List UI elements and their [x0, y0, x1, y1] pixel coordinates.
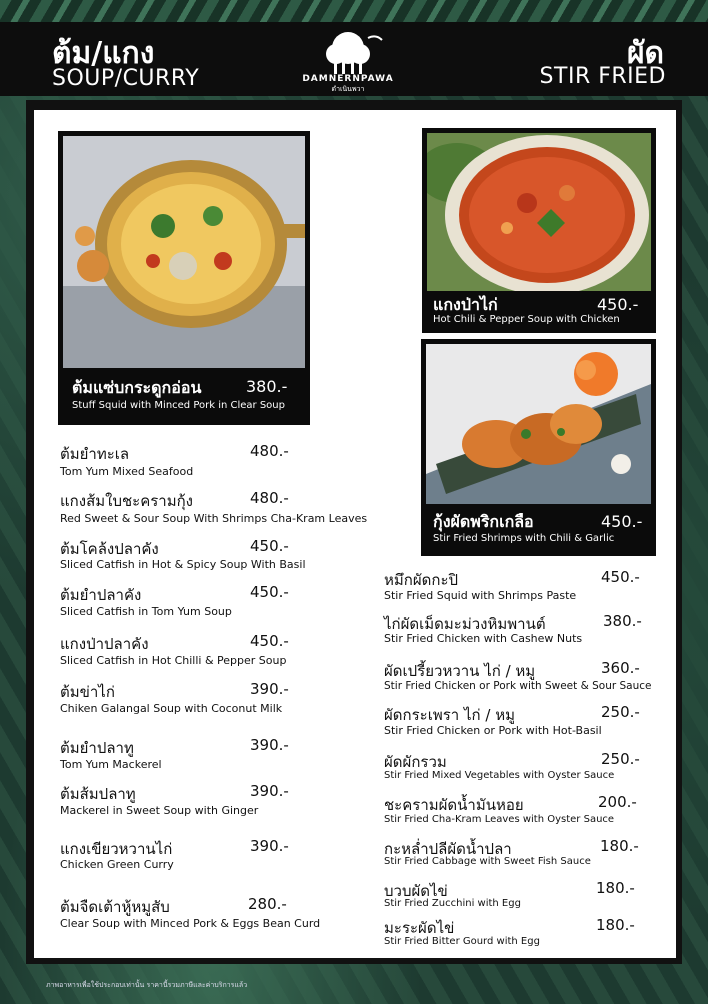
dish-name-th: ผัดกระเพรา ไก่ / หมู [384, 706, 515, 724]
dish-name-en: Chiken Galangal Soup with Coconut Milk [60, 702, 283, 715]
dish-price: 250.- [601, 703, 640, 721]
dish-price: 280.- [248, 895, 287, 913]
dish-price: 180.- [596, 879, 635, 897]
dish-name-th: แกงส้มใบชะครามกุ้ง [60, 492, 194, 510]
dish-name-en: Stir Fried Zucchini with Egg [384, 898, 521, 909]
featured-photo-shrimps [426, 344, 651, 504]
dish-price: 450.- [601, 568, 640, 586]
dish-name-en: Stir Fried Chicken or Pork with Sweet & Sour Sauce [384, 680, 652, 692]
brand-name: DAMNERNPAWA [302, 74, 394, 84]
dish-name-en: Stir Fried Cabbage with Sweet Fish Sauce [384, 856, 591, 867]
dish-price: 200.- [598, 793, 637, 811]
dish-name-th: ต้มส้มปลาทู [60, 785, 136, 803]
dish-price: 180.- [596, 916, 635, 934]
dish-name-th: ต้มยำปลาทู [60, 739, 134, 757]
featured-price: 450.- [597, 295, 639, 314]
dish-price: 180.- [600, 837, 639, 855]
dish-name-th: ต้มจืดเต้าหู้หมูสับ [60, 898, 170, 916]
featured-photo-soup [63, 136, 305, 368]
featured-name-en: Stuff Squid with Minced Pork in Clear Soup [72, 400, 285, 411]
dish-name-en: Sliced Catfish in Tom Yum Soup [60, 605, 232, 618]
dish-name-en: Stir Fried Cha-Kram Leaves with Oyster Sauce [384, 814, 615, 825]
dish-name-th: มะระผัดไข่ [384, 919, 455, 937]
dish-name-en: Red Sweet & Sour Soup With Shrimps Cha-Kram Leaves [60, 512, 368, 525]
dish-name-en: Stir Fried Chicken with Cashew Nuts [384, 632, 583, 645]
dish-name-en: Stir Fried Bitter Gourd with Egg [384, 936, 540, 947]
dish-name-th: หมึกผัดกะปิ [384, 571, 459, 589]
dish-price: 360.- [601, 659, 640, 677]
dish-price: 390.- [250, 837, 289, 855]
dish-name-th: ชะครามผัดน้ำมันหอย [384, 796, 524, 814]
dish-name-en: Tom Yum Mixed Seafood [60, 465, 194, 478]
dish-name-en: Stir Fried Mixed Vegetables with Oyster Sauce [384, 770, 615, 781]
dish-name-en: Tom Yum Mackerel [60, 758, 162, 771]
dish-name-th: ต้มยำปลาคัง [60, 586, 142, 604]
dish-name-en: Chicken Green Curry [60, 858, 174, 871]
section-title-stirfried-en: STIR FRIED [539, 64, 666, 89]
featured-name-th: แกงป่าไก่ [433, 295, 498, 314]
dish-name-en: Sliced Catfish in Hot & Spicy Soup With Basil [60, 558, 306, 571]
dish-price: 390.- [250, 736, 289, 754]
dish-price: 450.- [250, 583, 289, 601]
section-title-stirfried-th: ผัด [626, 36, 664, 71]
dish-price: 480.- [250, 442, 289, 460]
dish-name-th: ต้มโคล้งปลาคัง [60, 540, 159, 558]
dish-name-en: Clear Soup with Minced Pork & Eggs Bean Curd [60, 917, 321, 930]
dish-name-th: ผัดผักรวม [384, 753, 447, 771]
dish-price: 480.- [250, 489, 289, 507]
featured-name-en: Hot Chili & Pepper Soup with Chicken [433, 314, 620, 325]
dish-name-th: ผัดเปรี้ยวหวาน ไก่ / หมู [384, 662, 536, 680]
dish-name-th: แกงป่าปลาคัง [60, 635, 149, 653]
featured-price: 450.- [601, 512, 643, 531]
dish-price: 390.- [250, 782, 289, 800]
section-title-soup-en: SOUP/CURRY [52, 66, 200, 91]
dish-name-en: Stir Fried Chicken or Pork with Hot-Basil [384, 724, 602, 737]
footer-disclaimer: ภาพอาหารเพื่อใช้ประกอบเท่านั้น ราคานี้รวมภาษีและค่าบริการแล้ว [46, 981, 248, 989]
featured-name-th: ต้มแซ่บกระดูกอ่อน [72, 378, 202, 397]
dish-price: 450.- [250, 537, 289, 555]
dish-price: 380.- [603, 612, 642, 630]
leaf-background-strip [0, 0, 708, 22]
dish-price: 250.- [601, 750, 640, 768]
dish-name-en: Mackerel in Sweet Soup with Ginger [60, 804, 259, 817]
featured-name-en: Stir Fried Shrimps with Chili & Garlic [433, 533, 615, 544]
brand-name-th: ดำเนินพวา [331, 85, 365, 93]
dish-name-en: Sliced Catfish in Hot Chilli & Pepper Soup [60, 654, 287, 667]
dish-name-th: ต้มยำทะเล [60, 445, 130, 463]
featured-name-th: กุ้งผัดพริกเกลือ [433, 512, 534, 531]
dish-name-th: ไก่ผัดเม็ดมะม่วงหิมพานต์ [384, 615, 546, 633]
dish-name-th: ต้มข่าไก่ [60, 683, 115, 701]
dish-name-th: บวบผัดไข่ [384, 882, 448, 900]
dish-name-th: แกงเขียวหวานไก่ [60, 840, 173, 858]
dish-price: 390.- [250, 680, 289, 698]
dish-name-en: Stir Fried Squid with Shrimps Paste [384, 589, 577, 602]
featured-price: 380.- [246, 377, 288, 396]
featured-photo-curry [427, 133, 651, 291]
section-title-soup-th: ต้ม/แกง [52, 36, 155, 71]
dish-name-th: กะหล่ำปลีผัดน้ำปลา [384, 840, 512, 858]
dish-price: 450.- [250, 632, 289, 650]
